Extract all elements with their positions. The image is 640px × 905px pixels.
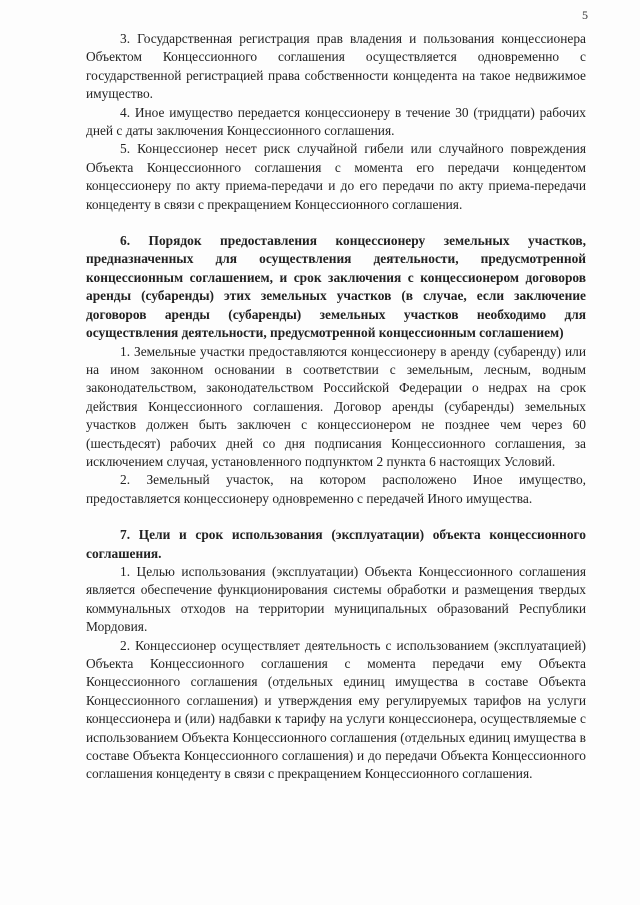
section-7-paragraph-2: 2. Концессионер осуществляет деятельность с использованием (эксплуатацией) Объекта Концессионного соглашения с момента передачи ему Объекта Концессионного соглашения (отдельных единиц имущества в составе Объекта Концессионного соглашения) и утверждения ему регулируемых тарифов на услуги концессионера и (или) надбавки к тарифу на услуги концессионера, осуществляемые с использованием Объекта Концессионного соглашения (отдельных единиц имущества в составе Объекта Концессионного соглашения) и до передачи Объекта Концессионного соглашения концеденту в связи с прекращением Концессионного соглашения. (86, 637, 586, 782)
paragraph-5-risk: 5. Концессионер несет риск случайной гибели или случайного повреждения Объекта Концессионного соглашения с момента его передачи концедентом концессионеру по акту приема-передачи и до его передачи по акту приема-передачи концеденту в связи с прекращением Концессионного соглашения. (86, 141, 586, 212)
section-6-paragraph-2: 2. Земельный участок, на котором расположено Иное имущество, предоставляется концессионеру одновременно с передачей Иного имущества. (86, 472, 586, 506)
paragraph-3-state-registration: 3. Государственная регистрация прав владения и пользования концессионера Объектом Концессионного соглашения осуществляется одновременно с государственной регистрацией права собственности концедента на такое недвижимое имущество. (86, 31, 586, 102)
section-6-paragraph-1: 1. Земельные участки предоставляются концессионеру в аренду (субаренду) или на ином законном основании в соответствии с земельным, лесным, водным законодательством, законодательством Российской Федерации о недрах на срок действия Концессионного соглашения. Договор аренды (субаренды) земельных участков должен быть заключен с концессионером не позднее чем через 60 (шестьдесят) рабочих дней со дня подписания Концессионного соглашения, за исключением случая, установленного подпунктом 2 пункта 6 настоящих Условий. (86, 343, 586, 469)
section-6-heading: 6. Порядок предоставления концессионеру земельных участков, предназначенных для осуществления деятельности, предусмотренной концессионным соглашением, и срок заключения с концессионером договоров аренды (субаренды) этих земельных участков (в случае, если заключение договоров аренды (субаренды) земельных участков необходимо для осуществления деятельности, предусмотренной концессионным соглашением) (86, 233, 586, 341)
paragraph-4-other-property: 4. Иное имущество передается концессионеру в течение 30 (тридцати) рабочих дней с даты заключения Концессионного соглашения. (86, 104, 586, 139)
section-spacer (86, 214, 586, 232)
page-number: 5 (582, 8, 588, 22)
section-spacer (86, 508, 586, 526)
section-7-heading: 7. Цели и срок использования (эксплуатации) объекта концессионного соглашения. (86, 527, 586, 561)
document-body (86, 30, 586, 784)
section-7-paragraph-1: 1. Целью использования (эксплуатации) Объекта Концессионного соглашения является обеспечение функционирования системы обработки и размещения твердых коммунальных отходов на территории муниципальных образований Республики Мордовия. (86, 563, 586, 635)
